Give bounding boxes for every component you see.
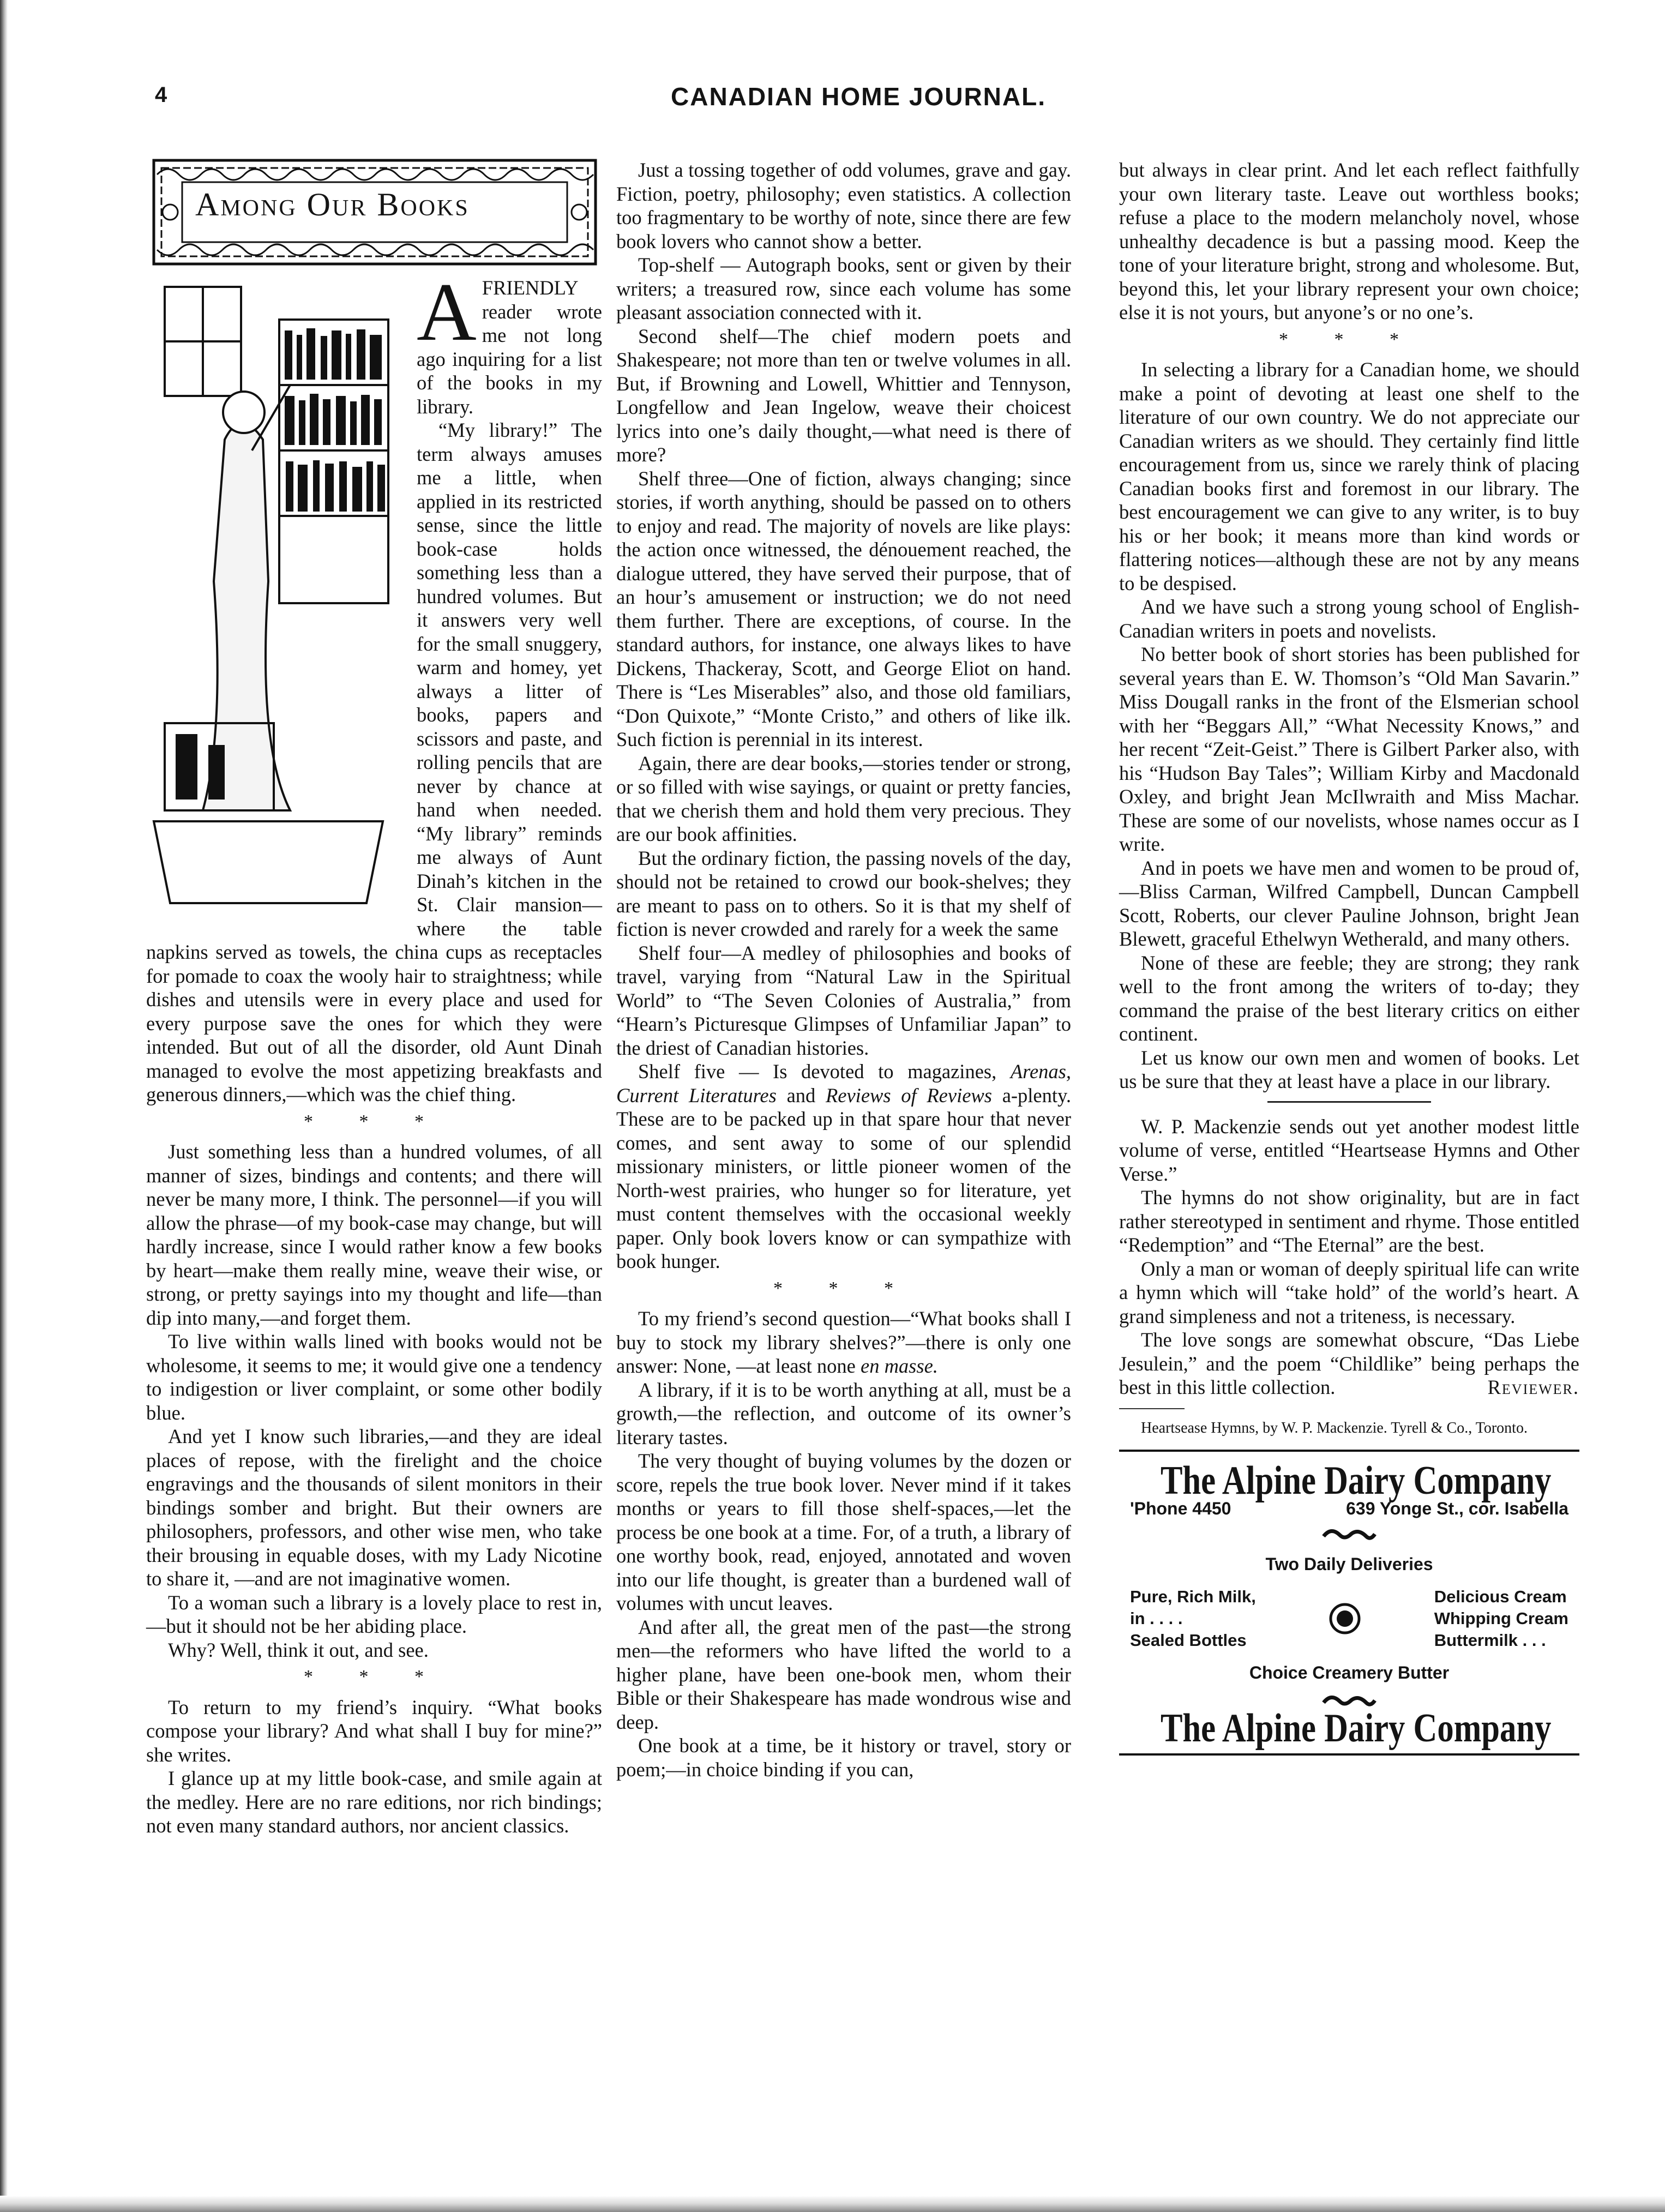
- review-paragraph: Only a man or woman of deeply spiritual life can write a hymn which will “take hold” of the world’s heart. A grand simpleness and not a triteness, is necessary.: [1119, 1257, 1579, 1327]
- paragraph: To a woman such a library is a lovely place to rest in,—but it should not be her abiding place.: [146, 1591, 602, 1637]
- paragraph: Second shelf—The chief modern poets and Shakespeare; not more than ten or twelve volumes in all. But, if Browning and Lowell, Whittier and Tennyson, Longfellow and Jean Ingelow, weave their choicest lyrics into one’s daily thought,—what need is there of more?: [616, 324, 1071, 466]
- advertiser-name: The Alpine Dairy Company: [1160, 1458, 1552, 1503]
- paragraph: The very thought of buying volumes by the dozen or score, repels the true book lover. Never mind if it takes months or years to fill those shelf-spaces,—let the process be one book at a time. For, of a truth, a library of one worthy book, read, enjoyed, annotated and woven into our life thought, is greater than a burdened wall of volumes with uncut leaves.: [616, 1450, 1071, 1614]
- text-run: Shelf five — Is devoted to magazines,: [638, 1060, 997, 1083]
- phone-number: 'Phone 4450: [1130, 1499, 1231, 1518]
- italic-run: Arenas, Current Literatures: [616, 1060, 1072, 1107]
- review-paragraph: The hymns do not show originality, but are in fact rather stereotyped in sentiment and rhyme. Those entitled “Redemption” and “The Eternal” are the best.: [1119, 1186, 1579, 1256]
- paragraph: Shelf three—One of fiction, always changing; since stories, if worth anything, should be passed on to others to enjoy and read. The majority of novels are like plays: the action once witnessed, the dénouement reached, the dialogue uttered, they have served their purpose, that of an hour’s amusement or instruction; we do not need them further. There are exceptions, of course. In the standard authors, for instance, one always likes to have Dickens, Thackeray, Scott, and George Eliot on hand. There is “Les Miserables” also, and those old familiars, “Don Quixote,” “Monte Cristo,” and others of like ilk. Such fiction is perennial in its interest.: [616, 467, 1071, 750]
- target-bullet-icon: [1329, 1602, 1361, 1635]
- text-run: The love songs are somewhat obscure, “Das Liebe Jesulein,” and the poem “Childlike” being perhaps the best in this little collection.: [1119, 1329, 1579, 1398]
- paragraph: One book at a time, be it history or travel, story or poem;—in choice binding if you can,: [616, 1734, 1071, 1781]
- review-paragraph: W. P. Mackenzie sends out yet another modest little volume of verse, entitled “Heartsease Hymns and Other Verse.”: [1119, 1115, 1579, 1185]
- paragraph: Again, there are dear books,—stories tender or strong, or so filled with wise sayings, or quaint or pretty fancies, that we cherish them and hold them very precious. They are our book affinities.: [616, 752, 1071, 845]
- drop-cap: A: [417, 266, 477, 358]
- paragraph: Top-shelf — Autograph books, sent or given by their writers; a treasured row, since each volume has some pleasant association connected with it.: [616, 254, 1071, 323]
- review-paragraph: [1119, 1328, 1579, 1399]
- paragraph: [616, 1307, 1071, 1378]
- text-run: and: [786, 1084, 816, 1107]
- paragraph: Just something less than a hundred volumes, of all manner of sizes, bindings and contents; and there will never be many more, I think. The personnel—if you will allow the phrase—of my book-case may change, but will hardly increase, since I would rather know a few books by heart—make them really mine, weave their wise, or strong, or pretty sayings into my thought and life—than dip into many,—and forget them.: [146, 1140, 602, 1329]
- paragraph: No better book of short stories has been published for several years than E. W. Thomson’s “Old Man Savarin.” Miss Dougall ranks in the front of the Elsmerian school with her “Beggars All,” “What Necessity Knows,” and her recent “Zeit-Geist.” There is Gilbert Parker also, with his “Hudson Bay Tales”; William Kirby and Macdonald Oxley, and bright Jean McIlwraith and Miss Machar. These are some of our novelists, whose names occur as I write.: [1119, 643, 1579, 855]
- paragraph: [616, 1060, 1071, 1273]
- italic-run: en masse.: [861, 1355, 938, 1377]
- product-item: in . . . .: [1130, 1609, 1183, 1628]
- page-binding-edge: [0, 0, 8, 2212]
- italic-run: Reviews of Reviews: [825, 1084, 992, 1107]
- product-list-left: [1130, 1586, 1256, 1651]
- dairy-advertisement: [1119, 1450, 1579, 1756]
- page-bottom-edge: [0, 2196, 1665, 2212]
- flourish-ornament-icon: [1319, 1526, 1379, 1545]
- paragraph: None of these are feeble; they are strong; they rank well to the front among the writers of to-day; they command the praise of the best literary critics on either continent.: [1119, 951, 1579, 1045]
- product-item: Sealed Bottles: [1130, 1631, 1247, 1650]
- paragraph: A library, if it is to be worth anything at all, must be a growth,—the reflection, and outcome of its owner’s literary tastes.: [616, 1378, 1071, 1448]
- paragraph: And in poets we have men and women to be proud of,—Bliss Carman, Wilfred Campbell, Duncan Campbell Scott, Roberts, our clever Pauline Johnson, bright Jean Blewett, graceful Ethelwyn Wetherald, and many others.: [1119, 856, 1579, 950]
- column-2: [616, 158, 1071, 1781]
- book-citation: Heartsease Hymns, by W. P. Mackenzie. Tyrell & Co., Toronto.: [1141, 1419, 1528, 1436]
- paragraph: “My library!” The term always amuses me a little, when applied in its restricted sense, since the little book-case holds something less than a hundred volumes. But it answers very well for the small snuggery, warm and homey, yet always a litter of books, papers and scissors and paste, and rolling pencils that are never by chance at hand when needed. “My library” reminds me always of Aunt Dinah’s kitchen in the St. Clair mansion—where the table napkins served as towels, the china cups as receptacles for pomade to coax the wooly hair to straightness; while dishes and utensils were in every place and used for every purpose save the ones for which they were intended. But out of all the disorder, old Aunt Dinah managed to evolve the most appetizing breakfasts and generous dinners,—which was the chief thing.: [146, 419, 602, 1105]
- lead-text: FRIENDLY reader wrote me not long ago inquiring for a list of the books in my library.: [417, 276, 602, 418]
- section-break: * * *: [304, 1111, 444, 1132]
- paragraph: But the ordinary fiction, the passing novels of the day, should not be retained to crowd our book-shelves; they are meant to pass on to others. So it is that my shelf of fiction is never crowded and rarely for a week the same: [616, 846, 1071, 940]
- paragraph: Shelf four—A medley of philosophies and books of travel, varying from “Natural Law in the Spiritual World” to “The Seven Colonies of Australia,” from “Hearn’s Picturesque Glimpses of Unfamiliar Japan” to the driest of Canadian histories.: [616, 941, 1071, 1059]
- library-illustration: [143, 276, 407, 914]
- advertiser-name-footer: The Alpine Dairy Company: [1160, 1705, 1552, 1751]
- journal-masthead: CANADIAN HOME JOURNAL.: [671, 82, 1046, 111]
- section-break: * * *: [304, 1667, 444, 1687]
- paragraph: I glance up at my little book-case, and smile again at the medley. Here are no rare editions, nor rich bindings; not even many standard authors, nor ancient classics.: [146, 1767, 602, 1837]
- paragraph: To live within walls lined with books would not be wholesome, it seems to me; it would give one a tendency to indigestion or liver complaint, or some other bodily blue.: [146, 1330, 602, 1424]
- delivery-note: Two Daily Deliveries: [1265, 1554, 1433, 1574]
- paragraph: Let us know our own men and women of books. Let us be sure that they at least have a place in our library.: [1119, 1046, 1579, 1092]
- paragraph: And after all, the great men of the past—the strong men—the reformers who have lifted the world to a higher plane, have been one-book men, whom their Bible or their Shakespeare has made wondrous wise and deep.: [616, 1615, 1071, 1733]
- section-break: * * *: [1279, 329, 1420, 350]
- paragraph: And we have such a strong young school of English-Canadian writers in poets and novelists.: [1119, 596, 1579, 642]
- section-banner: [152, 158, 598, 266]
- product-item: Buttermilk . . .: [1434, 1631, 1546, 1650]
- paragraph: To return to my friend’s inquiry. “What books compose your library? And what shall I buy for mine?” she writes.: [146, 1696, 602, 1766]
- column-3: [1119, 158, 1579, 1756]
- paragraph: but always in clear print. And let each reflect faithfully your own literary taste. Leave out worthless books; refuse a place to the modern melancholy novel, whose unhealthy decadence is but a passing mood. Keep the tone of your literature bright, strong and wholesome. But, beyond this, let your library represent your own choice; else it is not yours, but anyone’s or no one’s.: [1119, 159, 1579, 323]
- page-number: 4: [155, 83, 167, 107]
- product-item: Delicious Cream: [1434, 1587, 1567, 1606]
- divider-rule: [1119, 1408, 1185, 1409]
- paragraph: Just a tossing together of odd volumes, grave and gay. Fiction, poetry, philosophy; even statistics. A collection too fragmentary to be worthy of note, since there are few book lovers who cannot show a better.: [616, 159, 1071, 253]
- section-title: Among Our Books: [195, 187, 470, 223]
- paragraph: And yet I know such libraries,—and they are ideal places of repose, with the firelight and the choice engravings and the thousands of silent monitors in their bindings somber and bright. But their owners are philosophers, professors, and other wise men, who take their brousing in equable doses, with my Lady Nicotine to share it, —and are not imaginative women.: [146, 1425, 602, 1590]
- section-break: * * *: [773, 1278, 914, 1299]
- butter-note: Choice Creamery Butter: [1249, 1663, 1450, 1682]
- paragraph: Why? Well, think it out, and see.: [168, 1638, 429, 1661]
- divider-rule: [1267, 1101, 1431, 1103]
- product-item: Pure, Rich Milk,: [1130, 1587, 1256, 1606]
- product-item: Whipping Cream: [1434, 1609, 1568, 1628]
- text-run: a-plenty. These are to be packed up in that spare hour that never comes, and sent away to some of our splendid missionary ministers, or little pioneer women of the North-west prairies, who hunger so for literature, yet must content themselves with the occasional weekly paper. Only book lovers know or can sympathize with book hunger.: [616, 1084, 1072, 1272]
- text-run: To my friend’s second question—“What books shall I buy to stock my library shelves?”—there is only one answer: None, —at least none: [616, 1307, 1071, 1377]
- product-list-right: [1434, 1586, 1568, 1651]
- paragraph: In selecting a library for a Canadian home, we should make a point of devoting at least one shelf to the literature of our own country. We do not appreciate our Canadian writers as we should. They certainly find little encouragement from us, since we rarely think of placing Canadian books first and foremost in our library. The best encouragement we can give to any writer, is to buy his or her book; it means more than kind words or flattering notices—although these are not by any means to be despised.: [1119, 358, 1579, 594]
- product-grid: [1130, 1586, 1568, 1651]
- address: 639 Yonge St., cor. Isabella: [1346, 1499, 1568, 1518]
- column-1: [146, 158, 602, 1838]
- reviewer-signature: Reviewer.: [1487, 1376, 1579, 1398]
